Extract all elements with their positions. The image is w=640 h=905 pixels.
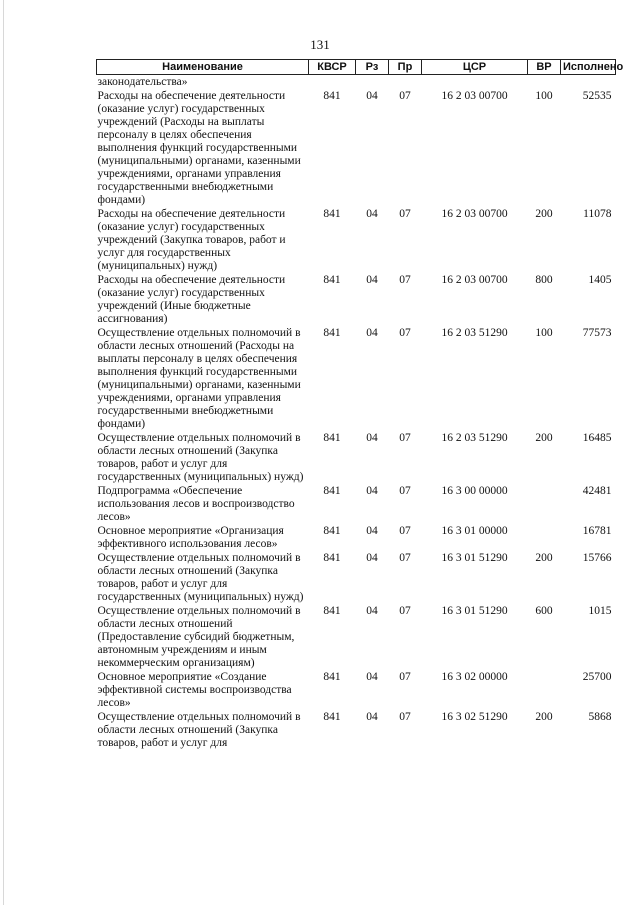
cell-csr: 16 2 03 00700: [441, 208, 508, 220]
cell-name: Расходы на обеспечение деятельности (оказание услуг) государственных учреждений (Закупка товаров, работ и услуг для государственных (муниципальных) нужд): [97, 208, 286, 272]
table-row: [97, 273, 616, 326]
cell-vr: 100: [535, 327, 553, 339]
budget-table: [96, 59, 624, 750]
cell-name: Основное мероприятие «Создание эффективной системы воспроизводства лесов»: [97, 671, 292, 709]
cell-amount: 11078: [583, 208, 612, 220]
table-header-row: [97, 60, 616, 75]
cell-name: Осуществление отдельных полномочий в области лесных отношений (Закупка товаров, работ и услуг для: [97, 711, 301, 749]
table-row: [97, 89, 616, 207]
cell-vr: [528, 524, 561, 551]
cell-kvsr: [309, 75, 356, 90]
table-row: [97, 670, 616, 710]
header-kvsr: КВСР: [309, 60, 356, 75]
cell-csr: 16 3 02 51290: [441, 711, 508, 723]
cell-amount: 42481: [582, 485, 612, 497]
cell-rz: 04: [366, 485, 378, 497]
cell-rz: [356, 75, 389, 90]
cell-amount: 16485: [582, 432, 612, 444]
cell-name: Осуществление отдельных полномочий в области лесных отношений (Закупка товаров, работ и услуг для государственных (муниципальных) нужд): [97, 552, 304, 603]
cell-vr: 200: [535, 208, 553, 220]
cell-csr: 16 2 03 51290: [441, 327, 508, 339]
cell-amount: 25700: [582, 671, 612, 683]
cell-amount: 1405: [588, 274, 612, 286]
cell-pr: 07: [399, 90, 411, 102]
cell-rz: 04: [366, 711, 378, 723]
cell-csr: 16 3 02 00000: [441, 671, 508, 683]
table-row: [97, 524, 616, 551]
cell-rz: 04: [366, 327, 378, 339]
cell-kvsr: 841: [323, 711, 341, 723]
cell-csr: [422, 75, 528, 90]
cell-csr: 16 2 03 51290: [441, 432, 508, 444]
cell-kvsr: 841: [323, 525, 341, 537]
cell-vr: 600: [535, 605, 553, 617]
cell-kvsr: 841: [323, 274, 341, 286]
cell-kvsr: 841: [323, 208, 341, 220]
cell-csr: 16 3 01 00000: [441, 525, 508, 537]
cell-csr: 16 3 01 51290: [441, 605, 508, 617]
cell-rz: 04: [366, 671, 378, 683]
cell-pr: 07: [399, 485, 411, 497]
header-csr: ЦСР: [422, 60, 528, 75]
cell-rz: 04: [366, 605, 378, 617]
table-row: [97, 75, 616, 90]
cell-rz: 04: [366, 432, 378, 444]
cell-pr: 07: [399, 552, 411, 564]
cell-name: Подпрограмма «Обеспечение использования лесов и воспроизводство лесов»: [97, 485, 295, 523]
cell-vr: 200: [535, 711, 553, 723]
cell-kvsr: 841: [323, 671, 341, 683]
cell-vr: 800: [535, 274, 553, 286]
table-row: [97, 551, 616, 604]
cell-vr: [528, 75, 561, 90]
cell-pr: [389, 75, 422, 90]
cell-name: Расходы на обеспечение деятельности (оказание услуг) государственных учреждений (Расходы на выплаты персоналу в целях обеспечения выполнения функций государственными (муниципальными) органами, казенными учреждениями, органами управления государственными внебюджетными фондами): [97, 90, 301, 206]
page-edge-line: [3, 0, 4, 905]
cell-pr: 07: [399, 671, 411, 683]
cell-amount: 1015: [588, 605, 612, 617]
cell-amount: 77573: [582, 327, 612, 339]
table-row: [97, 431, 616, 484]
cell-amount: 5868: [588, 711, 612, 723]
cell-csr: 16 2 03 00700: [441, 274, 508, 286]
cell-rz: 04: [366, 208, 378, 220]
cell-rz: 04: [366, 274, 378, 286]
cell-pr: 07: [399, 605, 411, 617]
header-rz: Рз: [356, 60, 389, 75]
cell-rz: 04: [366, 90, 378, 102]
cell-kvsr: 841: [323, 605, 341, 617]
cell-csr: 16 3 01 51290: [441, 552, 508, 564]
cell-amount: 52535: [582, 90, 612, 102]
cell-kvsr: 841: [323, 90, 341, 102]
cell-pr: 07: [399, 274, 411, 286]
cell-pr: 07: [399, 711, 411, 723]
cell-kvsr: 841: [323, 552, 341, 564]
cell-rz: 04: [366, 552, 378, 564]
cell-name: Основное мероприятие «Организация эффективного использования лесов»: [97, 525, 284, 550]
page-number: 131: [310, 37, 330, 52]
cell-name: Осуществление отдельных полномочий в области лесных отношений (Предоставление субсидий бюджетным, автономным учреждениям и иным некоммерческим организациям): [97, 605, 301, 669]
cell-vr: 200: [535, 552, 553, 564]
header-pr: Пр: [389, 60, 422, 75]
table-row: [97, 484, 616, 524]
cell-kvsr: 841: [323, 432, 341, 444]
cell-csr: 16 2 03 00700: [441, 90, 508, 102]
cell-pr: 07: [399, 432, 411, 444]
cell-csr: 16 3 00 00000: [441, 485, 508, 497]
cell-name: Осуществление отдельных полномочий в области лесных отношений (Расходы на выплаты персоналу в целях обеспечения выполнения функций государственными (муниципальными) органами, казенными учреждениями, органами управления государственными внебюджетными фондами): [97, 327, 301, 430]
table-row: [97, 207, 616, 273]
cell-name: Осуществление отдельных полномочий в области лесных отношений (Закупка товаров, работ и услуг для государственных (муниципальных) нужд): [97, 432, 304, 483]
cell-amount: 16781: [582, 525, 612, 537]
table-row: [97, 604, 616, 670]
table-row: [97, 326, 616, 431]
cell-name: Расходы на обеспечение деятельности (оказание услуг) государственных учреждений (Иные бюджетные ассигнования): [97, 274, 286, 325]
header-vr: ВР: [528, 60, 561, 75]
cell-amount: [561, 75, 616, 90]
cell-vr: 200: [535, 432, 553, 444]
cell-amount: 15766: [582, 552, 612, 564]
header-name: Наименование: [97, 60, 309, 75]
cell-vr: [528, 670, 561, 710]
cell-pr: 07: [399, 208, 411, 220]
table-row: [97, 710, 616, 750]
cell-pr: 07: [399, 327, 411, 339]
cell-name: законодательства»: [97, 76, 188, 88]
cell-vr: 100: [535, 90, 553, 102]
cell-vr: [528, 484, 561, 524]
cell-kvsr: 841: [323, 485, 341, 497]
cell-rz: 04: [366, 525, 378, 537]
cell-kvsr: 841: [323, 327, 341, 339]
header-amount: Исполнено: [561, 60, 616, 75]
cell-pr: 07: [399, 525, 411, 537]
